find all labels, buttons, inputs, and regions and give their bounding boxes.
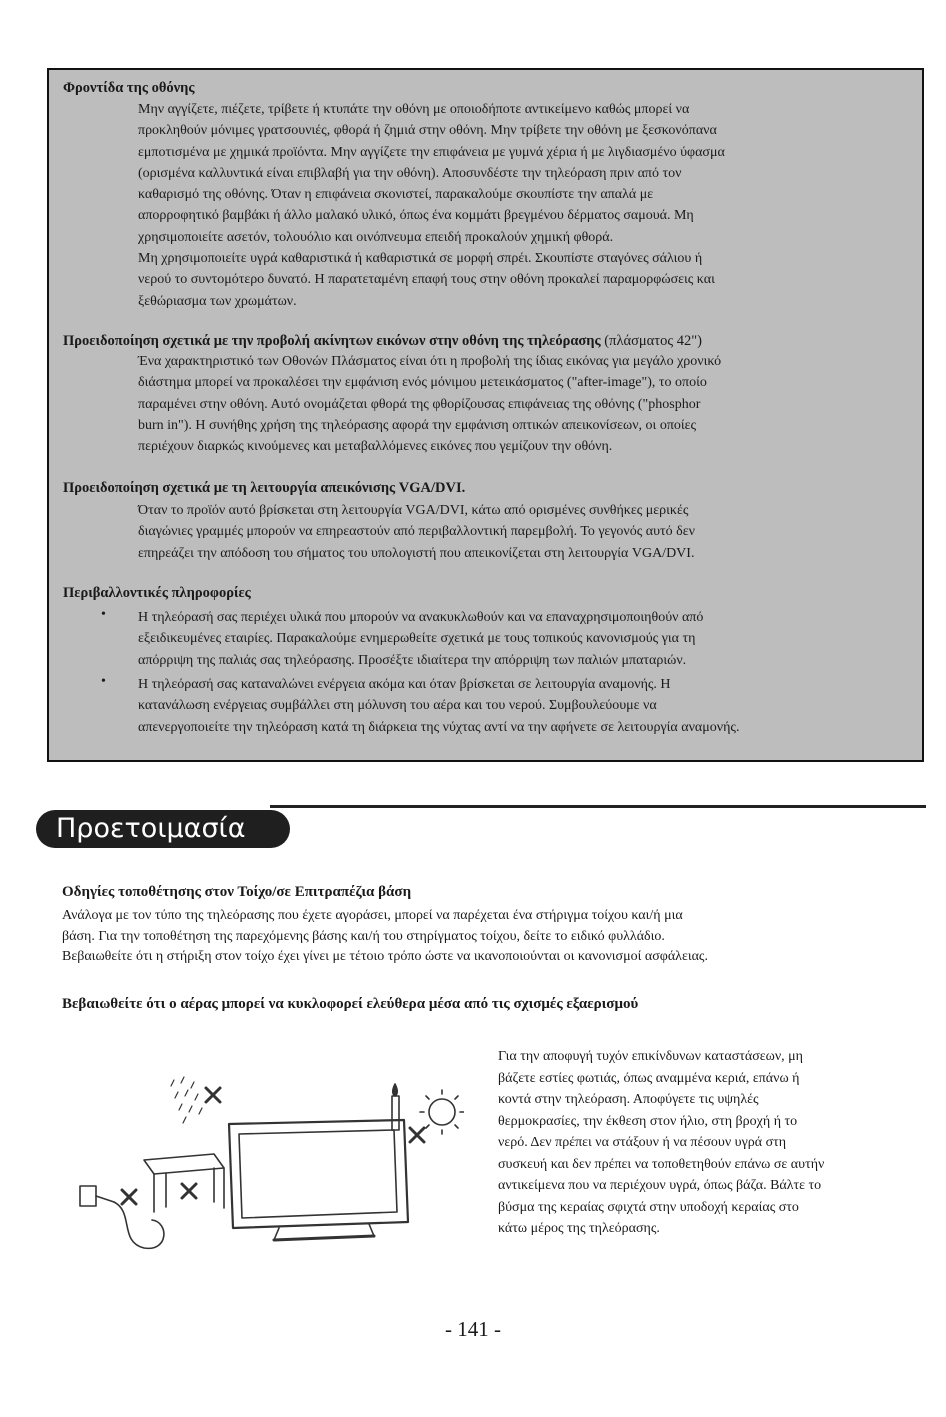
page-number: - 141 -	[445, 1317, 501, 1341]
screen-care-heading: Φροντίδα της οθόνης	[63, 80, 195, 96]
text-line: (ορισμένα καλλυντικά είναι επιβλαβή για την οθόνη). Αποσυνδέστε την τηλεόραση πριν από τον	[138, 165, 682, 181]
text-line: χρησιμοποιείτε ασετόν, τολουόλιο και οινόπνευμα επειδή προκαλούν χημική φθορά.	[138, 229, 614, 245]
vga-dvi-text	[138, 500, 908, 564]
rain-icon	[171, 1077, 202, 1123]
text-line: βύσμα της κεραίας σφιχτά στην υποδοχή κεραίας στο	[498, 1199, 799, 1215]
text-line: νερού το συντομότερο δυνατό. Η παρατεταμένη επαφή τους στην οθόνη προκαλεί παραμορφώσεις και	[138, 272, 715, 288]
environment-bullet-2	[138, 674, 908, 738]
text-line: απόρριψη της παλιάς σας τηλεόρασης. Προσέξτε ιδιαίτερα την απόρριψη των παλιών μπαταριών.	[138, 652, 687, 668]
text-line: κάτω μέρος της τηλεόρασης.	[498, 1221, 660, 1236]
text-line: απενεργοποιείτε την τηλεόραση κατά τη διάρκεια της νύχτας αντί να την αφήνετε σε λειτουργία αναμονής.	[138, 719, 740, 735]
text-line: αντικείμενα που να περιέχουν υγρά, όπως βάζα. Βάλτε το	[498, 1178, 822, 1193]
still-images-text	[138, 351, 908, 457]
tv-icon	[229, 1120, 408, 1240]
text-line: Η τηλεόρασή σας περιέχει υλικά που μπορούν να ανακυκλωθούν και να επαναχρησιμοποιηθούν από	[138, 610, 704, 625]
text-line: κοντά στην τηλεόραση. Αποφύγετε τις υψηλές	[498, 1092, 759, 1107]
cross-icon	[122, 1190, 136, 1204]
text-line: περιέχουν διαρκώς κινούμενες και μεταβαλλόμενες εικόνες που γεμίζουν την οθόνη.	[138, 439, 613, 455]
plug-icon	[80, 1186, 164, 1248]
text-line: συσκευή και δεν πρέπει να τοποθετηθούν επάνω σε αυτήν	[498, 1156, 825, 1172]
bullet-icon: •	[101, 607, 106, 622]
text-line: απορροφητικό βαμβάκι ή άλλο μαλακό υλικό, όπως ένα κομμάτι βρεγμένου δέρματος σαμουά. Μη	[138, 208, 694, 224]
environment-heading: Περιβαλλοντικές πληροφορίες	[63, 585, 251, 601]
text-line: διάστημα μπορεί να προκαλέσει την εμφάνιση ενός μόνιμου μετεικάσματος ("after-image"), το οποίο	[138, 375, 707, 391]
mounting-heading: Οδηγίες τοποθέτησης στον Τοίχο/σε Επιτραπέζια βάση	[62, 884, 412, 900]
bullet-icon: •	[101, 674, 106, 689]
chapter-rule	[270, 805, 926, 808]
text-line: βάση. Για την τοποθέτηση της παρεχόμενης βάσης και/ή του στηρίγματος τοίχου, δείτε το ειδικό φυλλάδιο.	[62, 928, 665, 944]
cross-icon	[182, 1184, 196, 1198]
text-line: Μη χρησιμοποιείτε υγρά καθαριστικά ή καθαριστικά σε μορφή σπρέι. Σκουπίστε σταγόνες σάλιου ή	[138, 251, 703, 267]
ventilation-heading: Βεβαιωθείτε ότι ο αέρας μπορεί να κυκλοφορεί ελεύθερα μέσα από τις σχισμές εξαερισμού	[62, 996, 639, 1012]
still-images-heading	[63, 333, 702, 350]
tv-placement-illustration	[74, 1062, 464, 1262]
still-images-title: Προειδοποίηση σχετικά με την προβολή ακίνητων εικόνων στην οθόνη της τηλεόρασης	[63, 333, 601, 349]
text-line: Ανάλογα με τον τύπο της τηλεόρασης που έχετε αγοράσει, μπορεί να παρέχεται ένα στήριγμα τοίχου και/ή μια	[62, 908, 683, 923]
text-line: Βεβαιωθείτε ότι η στήριξη στον τοίχο έχει γίνει με τέτοιο τρόπο ώστε να ικανοποιούνται οι κανονισμοί ασφάλειας.	[62, 949, 708, 964]
text-line: κατανάλωση ενέργειας συμβάλλει στη μόλυνση του αέρα και του νερού. Συμβουλεύουμε να	[138, 698, 657, 714]
environment-bullet-1	[138, 607, 908, 671]
chapter-title: Προετοιμασία	[36, 810, 290, 848]
text-line: διαγώνιες γραμμές μπορούν να επηρεαστούν από περιβαλλοντική παρεμβολή. Το γεγονός αυτό δεν	[138, 524, 695, 540]
cross-icon	[410, 1128, 424, 1142]
safety-notes-box	[47, 68, 924, 762]
hazards-text	[498, 1046, 918, 1240]
vga-dvi-heading: Προειδοποίηση σχετικά με τη λειτουργία απεικόνισης VGA/DVI.	[63, 480, 466, 496]
text-line: καθαρισμό της οθόνης. Όταν η επιφάνεια σκονιστεί, παρακαλούμε σκουπίστε την απαλά με	[138, 187, 654, 203]
text-line: βάζετε εστίες φωτιάς, όπως αναμμένα κεριά, επάνω ή	[498, 1070, 800, 1086]
text-line: εμποτισμένα με χημικά προϊόντα. Μην αγγίζετε την επιφάνεια με γυμνά χέρια ή με λιγδιασμένο ύφασμα	[138, 144, 725, 160]
text-line: προκληθούν μόνιμες γρατσουνιές, φθορά ή ζημιά στην οθόνη. Μην τρίβετε την οθόνη με ξεσκονόπανα	[138, 123, 717, 139]
candle-icon	[392, 1084, 399, 1130]
text-line: burn in"). Η συνήθης χρήση της τηλεόρασης αφορά την εμφάνιση οπτικών απεικονίσεων, οι οποίες	[138, 417, 697, 433]
text-line: παραμένει στην οθόνη. Αυτό ονομάζεται φθορά της φθορίζουσας επιφάνειας της οθόνης ("phosphor	[138, 396, 701, 412]
text-line: επηρεάζει την απόδοση του σήματος του υπολογιστή που απεικονίζεται στη λειτουργία VGA/DVI.	[138, 545, 695, 561]
text-line: Η τηλεόρασή σας καταναλώνει ενέργεια ακόμα και όταν βρίσκεται σε λειτουργία αναμονής. Η	[138, 677, 671, 692]
mounting-text	[62, 906, 912, 968]
still-images-title-suffix: (πλάσματος 42")	[600, 333, 702, 349]
text-line: Για την αποφυγή τυχόν επικίνδυνων καταστάσεων, μη	[498, 1049, 803, 1064]
text-line: θερμοκρασίες, την έκθεση στον ήλιο, στη βροχή ή το	[498, 1113, 798, 1129]
text-line: ξεθώριασμα των χρωμάτων.	[138, 293, 297, 309]
table-icon	[144, 1154, 224, 1212]
sun-icon	[420, 1090, 464, 1134]
text-line: εξειδικευμένες εταιρίες. Παρακαλούμε ενημερωθείτε σχετικά με τους τοπικούς κανονισμούς για τη	[138, 631, 696, 647]
text-line: νερό. Δεν πρέπει να στάξουν ή να πέσουν υγρά στη	[498, 1135, 787, 1150]
text-line: Ένα χαρακτηριστικό των Οθονών Πλάσματος είναι ότι η προβολή της ίδιας εικόνας για μεγάλο χρονικό	[138, 354, 722, 369]
screen-care-text	[138, 99, 908, 312]
text-line: Μην αγγίζετε, πιέζετε, τρίβετε ή κτυπάτε την οθόνη με οποιοδήποτε αντικείμενο καθώς μπορεί να	[138, 102, 690, 117]
cross-icon	[206, 1088, 220, 1102]
text-line: Όταν το προϊόν αυτό βρίσκεται στη λειτουργία VGA/DVI, κάτω από ορισμένες συνθήκες μερικές	[138, 503, 689, 518]
